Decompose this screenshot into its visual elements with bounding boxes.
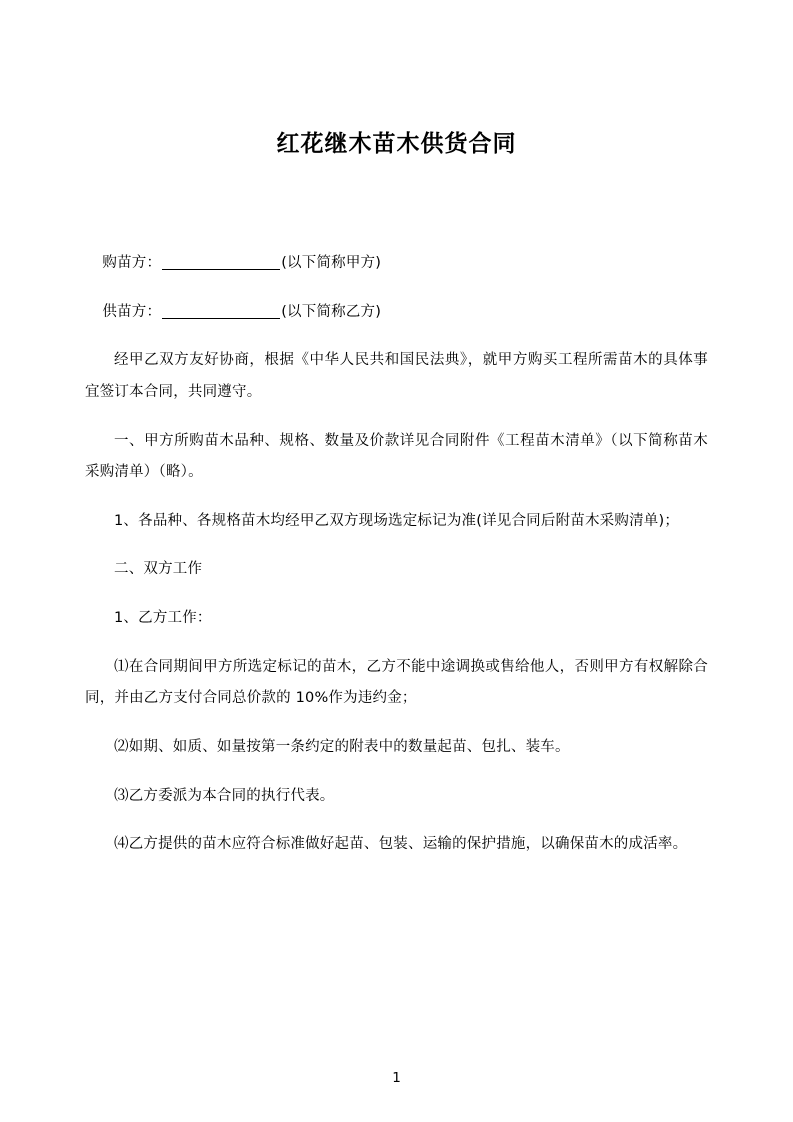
page-title: 红花继木苗木供货合同: [276, 131, 517, 157]
paragraph-clause-2-1-1: ⑴在合同期间甲方所选定标记的苗木，乙方不能中途调换或售给他人，否则甲方有权解除合同，并由乙方支付合同总价款的 10%作为违约金；: [85, 658, 708, 707]
page-number: 1: [392, 1070, 401, 1086]
paragraph-buyer-line: [85, 248, 708, 280]
paragraph-clause-1-1: 1、各品种、各规格苗木均经甲乙双方现场选定标记为准(详见合同后附苗木采购清单)；: [114, 512, 680, 529]
buyer-blank-field[interactable]: [162, 269, 280, 270]
supplier-blank-field[interactable]: [162, 318, 280, 319]
paragraph-clause-2-1-4: ⑷乙方提供的苗木应符合标准做好起苗、包装、运输的保护措施，以确保苗木的成活率。: [114, 836, 688, 853]
buyer-label: 购苗方：: [102, 255, 162, 272]
document-body: [85, 160, 708, 861]
supplier-label: 供苗方：: [102, 303, 162, 320]
paragraph-supplier-line: [85, 297, 708, 329]
paragraph-preamble: 经甲乙双方友好协商，根据《中华人民共和国民法典》，就甲方购买工程所需苗木的具体事宜签订本合同，共同遵守。: [85, 352, 708, 401]
supplier-suffix: (以下简称乙方): [281, 303, 382, 320]
paragraph-clause-2-title: 二、双方工作: [114, 561, 203, 578]
paragraph-clause-1-title: 一、甲方所购苗木品种、规格、数量及价款详见合同附件《工程苗木清单》（以下简称苗木采购清单）（略）。: [85, 432, 708, 481]
buyer-suffix: (以下简称甲方): [281, 255, 382, 272]
paragraph-clause-2-1-3: ⑶乙方委派为本合同的执行代表。: [114, 787, 335, 804]
paragraph-clause-2-1: 1、乙方工作：: [114, 610, 212, 627]
paragraph-clause-2-1-2: ⑵如期、如质、如量按第一条约定的附表中的数量起苗、包扎、装车。: [114, 738, 570, 755]
